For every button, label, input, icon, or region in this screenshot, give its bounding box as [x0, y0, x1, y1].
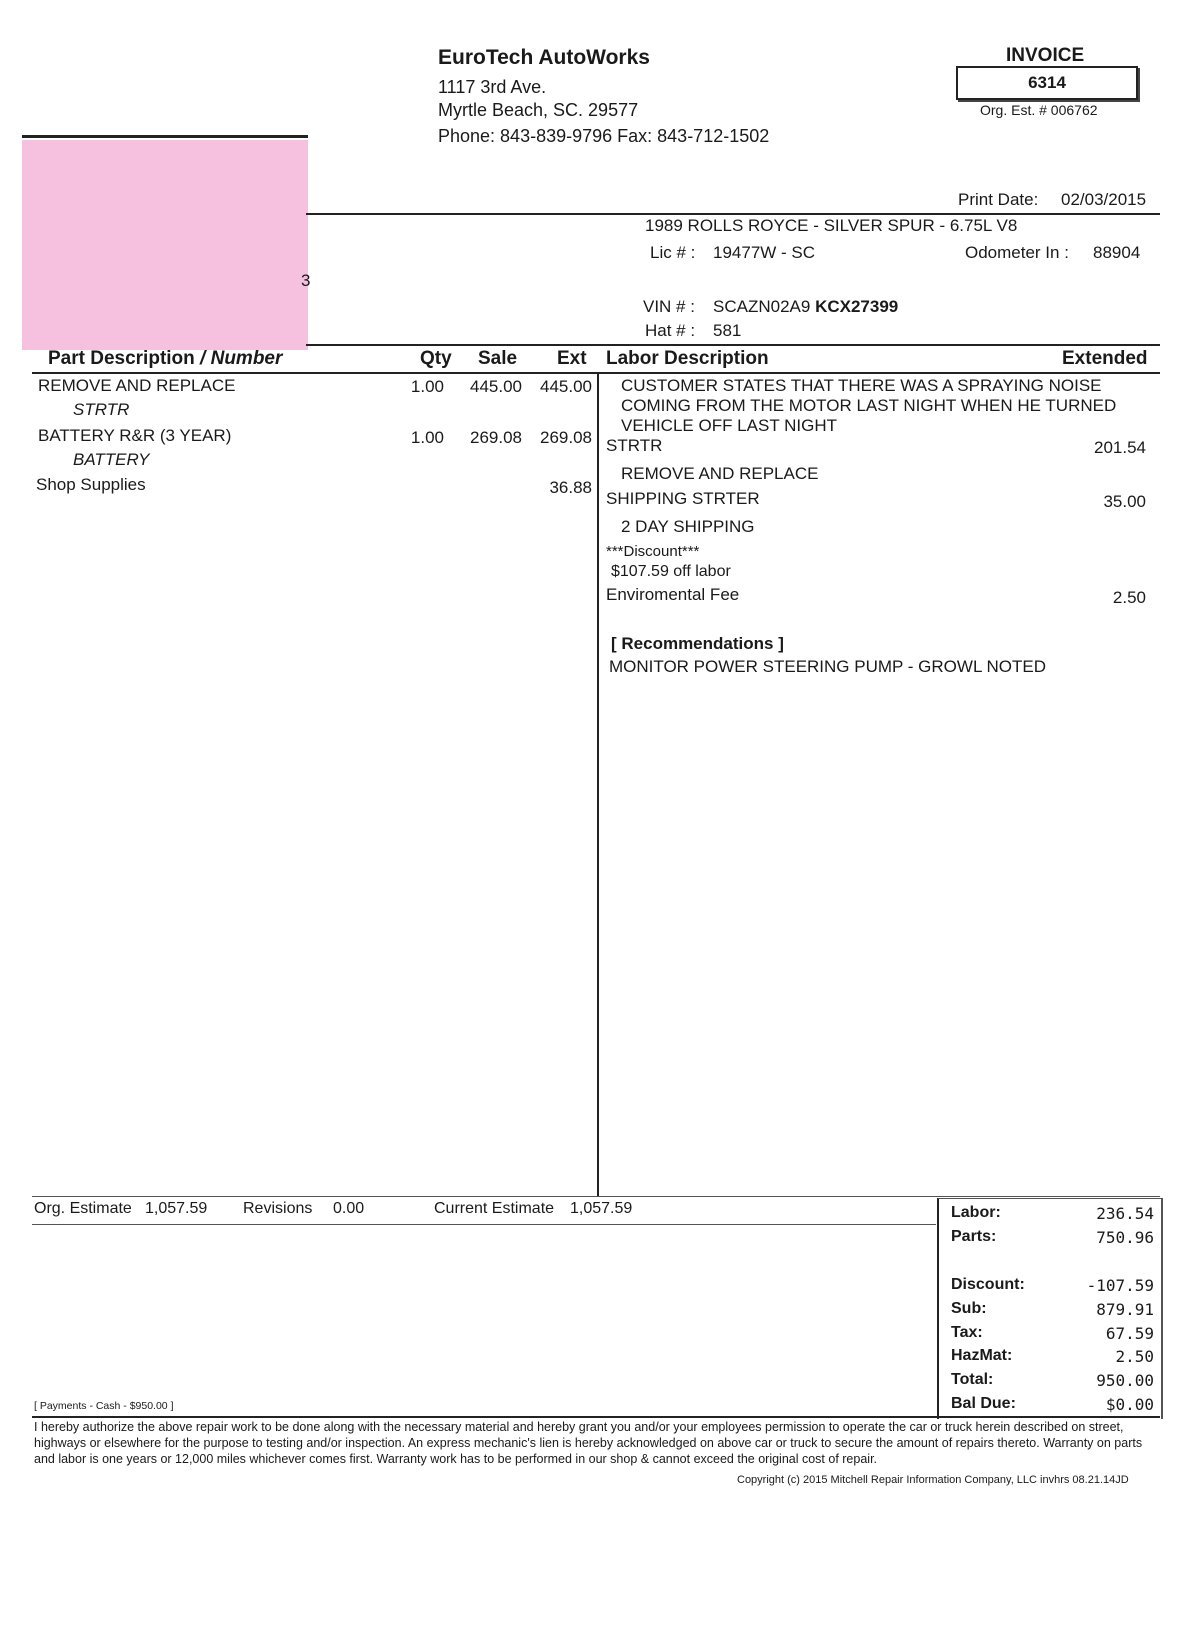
labor-amount: 201.54	[1094, 438, 1146, 457]
labor-operation: STRTR	[606, 436, 663, 455]
labor-complaint-line: COMING FROM THE MOTOR LAST NIGHT WHEN HE TURNED	[621, 396, 1117, 415]
totals-value: 750.96	[1096, 1228, 1154, 1247]
org-estimate-label: Org. Estimate	[34, 1200, 132, 1217]
license-number: 19477W - SC	[713, 243, 816, 262]
part-ext: 445.00	[540, 377, 592, 396]
estimate-top-rule	[32, 1196, 1160, 1197]
header-top-rule	[306, 344, 1160, 346]
labor-header-extended: Extended	[1062, 348, 1148, 369]
part-number: STRTR	[73, 400, 130, 419]
vehicle-top-rule	[306, 213, 1160, 215]
part-sale: 269.08	[470, 428, 522, 447]
current-estimate-label: Current Estimate	[434, 1200, 555, 1217]
labor-operation: SHIPPING STRTER	[606, 489, 760, 508]
odometer-label: Odometer In :	[965, 243, 1069, 262]
part-number: BATTERY	[73, 450, 150, 469]
license-label: Lic # :	[650, 243, 696, 262]
part-ext: 269.08	[540, 428, 592, 447]
totals-value: 67.59	[1105, 1324, 1154, 1343]
parts-header-qty: Qty	[420, 348, 452, 369]
totals-label: Parts:	[951, 1228, 997, 1245]
print-date: 02/03/2015	[1061, 190, 1147, 209]
totals-label: Labor:	[951, 1204, 1001, 1221]
discount-note: $107.59 off labor	[611, 563, 731, 580]
estimate-bottom-rule	[32, 1224, 936, 1225]
recommendations-text: MONITOR POWER STEERING PUMP - GROWL NOTED	[609, 657, 1046, 676]
totals-value: $0.00	[1105, 1395, 1154, 1414]
recommendations-title: [ Recommendations ]	[611, 634, 784, 653]
org-estimate-value: 1,057.59	[145, 1200, 208, 1217]
totals-label: Bal Due:	[951, 1395, 1016, 1412]
totals-value: 879.91	[1096, 1300, 1154, 1319]
org-estimate-number: Org. Est. # 006762	[980, 102, 1098, 118]
totals-label: Discount:	[951, 1276, 1025, 1293]
print-date-label: Print Date:	[958, 190, 1039, 209]
part-description: REMOVE AND REPLACE	[38, 376, 236, 395]
labor-amount: 35.00	[1103, 492, 1146, 511]
shop-name: EuroTech AutoWorks	[438, 46, 650, 69]
totals-value: 236.54	[1096, 1204, 1154, 1223]
parts-header-description: Part Description / Number	[48, 348, 283, 369]
vin-label: VIN # :	[643, 297, 695, 316]
totals-label: Tax:	[951, 1324, 983, 1341]
invoice-title: INVOICE	[1006, 45, 1085, 66]
fee-label: Enviromental Fee	[606, 585, 740, 604]
revisions-label: Revisions	[243, 1200, 313, 1217]
labor-complaint-line: CUSTOMER STATES THAT THERE WAS A SPRAYING NOISE	[621, 376, 1102, 395]
hat-label: Hat # :	[645, 321, 696, 340]
totals-value: 2.50	[1115, 1347, 1154, 1366]
part-qty: 1.00	[410, 377, 444, 396]
discount-title: ***Discount***	[606, 543, 700, 560]
odometer-value: 88904	[1093, 243, 1141, 262]
part-description: BATTERY R&R (3 YEAR)	[38, 426, 232, 445]
labor-complaint-line: VEHICLE OFF LAST NIGHT	[621, 416, 838, 435]
totals-label: Total:	[951, 1371, 994, 1388]
header-bottom-rule	[32, 372, 1160, 374]
labor-note: 2 DAY SHIPPING	[621, 517, 755, 536]
column-divider	[597, 374, 599, 1196]
redaction-sticky-note	[22, 140, 311, 350]
totals-value: 950.00	[1096, 1371, 1154, 1390]
shop-city: Myrtle Beach, SC. 29577	[438, 100, 639, 120]
revisions-value: 0.00	[333, 1200, 365, 1217]
copyright-notice: Copyright (c) 2015 Mitchell Repair Information Company, LLC invhrs 08.21.14JD	[737, 1474, 1129, 1486]
payments-note: [ Payments - Cash - $950.00 ]	[34, 1400, 174, 1412]
part-ext: 36.88	[549, 478, 592, 497]
labor-header-description: Labor Description	[606, 348, 769, 369]
shop-phone-fax: Phone: 843-839-9796 Fax: 843-712-1502	[438, 126, 770, 146]
shop-address: 1117 3rd Ave.	[438, 77, 547, 97]
totals-value: -107.59	[1086, 1276, 1154, 1295]
invoice-number: 6314	[956, 66, 1138, 100]
authorization-legal-text: I hereby authorize the above repair work to be done along with the necessary material and hereby grant you and/or your employees permission to operate the car or truck herein described on street, highways or elsewhere for the purpose to testing and/or inspection. An express mechanic's lien is hereby acknowledged on above car or truck to secure the amount of repairs thereto. Warranty on parts and labor is one years or 12,000 miles whichever comes first. Warranty work has to be performed in our shop & cannot exceed the original cost of repair.	[34, 1420, 1143, 1466]
part-sale: 445.00	[470, 377, 522, 396]
current-estimate-value: 1,057.59	[570, 1200, 633, 1217]
totals-label: HazMat:	[951, 1347, 1013, 1364]
customer-top-rule	[22, 135, 308, 138]
part-description: Shop Supplies	[36, 475, 146, 494]
vehicle-description: 1989 ROLLS ROYCE - SILVER SPUR - 6.75L V8	[645, 216, 1018, 235]
part-qty: 1.00	[410, 428, 444, 447]
labor-note: REMOVE AND REPLACE	[621, 464, 819, 483]
parts-header-ext: Ext	[557, 348, 587, 369]
totals-label: Sub:	[951, 1300, 987, 1317]
customer-partial-text: 3	[301, 271, 311, 290]
footer-top-rule	[32, 1416, 1160, 1418]
parts-header-sale: Sale	[478, 348, 518, 369]
fee-amount: 2.50	[1112, 588, 1146, 607]
hat-value: 581	[713, 321, 742, 340]
vin-value: SCAZN02A9 KCX27399	[713, 297, 899, 316]
